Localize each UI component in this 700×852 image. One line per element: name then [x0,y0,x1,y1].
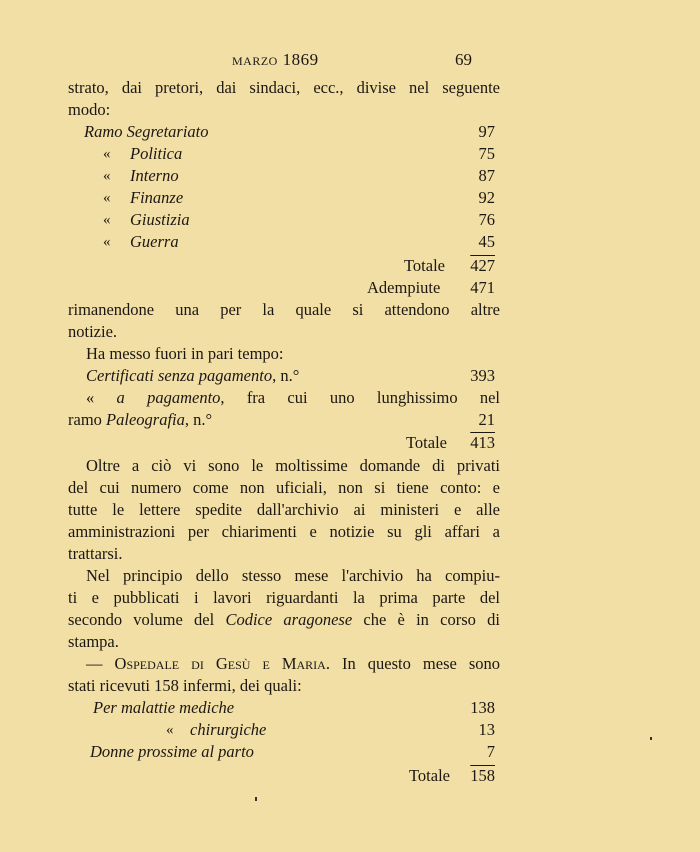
page-number: 69 [455,50,472,69]
para5-line4: stampa. [68,632,119,651]
para6-line1 [86,653,500,675]
ramo-item-value: 76 [478,210,495,229]
print-speck [650,737,652,740]
para1-line2: modo: [68,100,111,119]
hospital-item-value: 7 [486,742,495,761]
para4-line2: del cui numero come non uficiali, non si tiene conto: e [68,478,500,497]
para6-line2: stati ricevuti 158 infermi, dei quali: [68,676,302,695]
para2-line1: rimanendone una per la quale si attendono altre [68,300,500,319]
running-header [0,50,700,72]
para1-line1: strato, dai pretori, dai sindaci, ecc., divise nel seguente [68,78,500,97]
ramo-total-value: 427 [470,256,495,275]
cert-line1-value: 393 [470,366,495,385]
cert-line3 [68,409,212,431]
hospital-name: Ospedale di Gesù e Maria [114,654,326,673]
ramo-item-value: 75 [478,144,495,163]
ditto-mark: « [103,168,111,184]
cert-total-value: 413 [470,433,495,452]
para4-line3: tutte le lettere spedite dall'archivio ai ministeri e alle [68,500,500,519]
print-speck [255,797,257,801]
ditto-mark: « [103,146,111,162]
cert-line3-value: 21 [478,410,495,429]
ramo-item-label: Giustizia [130,210,190,229]
hospital-item-value: 138 [470,698,495,717]
para4-line5: trattarsi. [68,544,123,563]
para4-line1: Oltre a ciò vi sono le moltissime domande di privati [86,456,500,475]
para5-line3 [68,609,500,631]
para5-line3-italic: Codice aragonese [225,610,353,629]
cert-line1-rest: , n.° [272,366,300,385]
header-title: marzo 1869 [232,50,319,69]
ramo-item-value: 92 [478,188,495,207]
para6-dash: — [86,654,115,673]
para4-line4: amministrazioni per chiarimenti e notizie su gli affari a [68,522,500,541]
ramo-item-label: Finanze [130,188,184,207]
para5-line3-start: secondo volume del [68,610,226,629]
ramo-item-value: 45 [478,232,495,251]
para5-line3-rest: che è in corso di [352,610,500,629]
ditto-mark: « [166,722,174,738]
hospital-item-value: 13 [478,720,495,739]
cert-line2 [86,387,500,409]
ramo-item-value: 97 [478,122,495,141]
para5-line1: Nel principio dello stesso mese l'archivio ha compiu- [86,566,500,585]
ditto-mark: « [86,388,95,407]
cert-line1-italic: Certificati senza pagamento [86,366,273,385]
ramo-item-label: Guerra [130,232,179,251]
para3-line1: Ha messo fuori in pari tempo: [86,344,284,363]
ramo-total-label: Totale [404,256,445,275]
ramo-item-label: Politica [130,144,183,163]
ditto-mark: « [103,212,111,228]
hospital-total-label: Totale [409,766,450,785]
cert-line1 [86,365,299,387]
hospital-item-label: Donne prossime al parto [90,742,254,761]
ditto-mark: « [103,190,111,206]
ditto-mark: « [103,234,111,250]
hospital-item-label: Per malattie mediche [93,698,235,717]
ramo-item-value: 87 [478,166,495,185]
cert-line3-italic: Paleografia [106,410,185,429]
cert-line2-rest: , fra cui uno lunghissimo nel [220,388,501,407]
hospital-total-value: 158 [470,766,495,785]
para2-line2: notizie. [68,322,118,341]
para6-line1-rest: . In questo mese sono [325,654,501,673]
cert-line3-rest: , n.° [184,410,213,429]
cert-total-label: Totale [406,433,447,452]
ramo-item-label: Ramo Segretariato [84,122,209,141]
para5-line2: ti e pubblicati i lavori riguardanti la prima parte del [68,588,500,607]
cert-line2-italic: a pagamento [116,388,221,407]
hospital-item-label: chirurgiche [190,720,267,739]
adempiute-value: 471 [470,278,495,297]
cert-line3-start: ramo [68,410,107,429]
ramo-item-label: Interno [130,166,179,185]
adempiute-label: Adempiute [367,278,441,297]
